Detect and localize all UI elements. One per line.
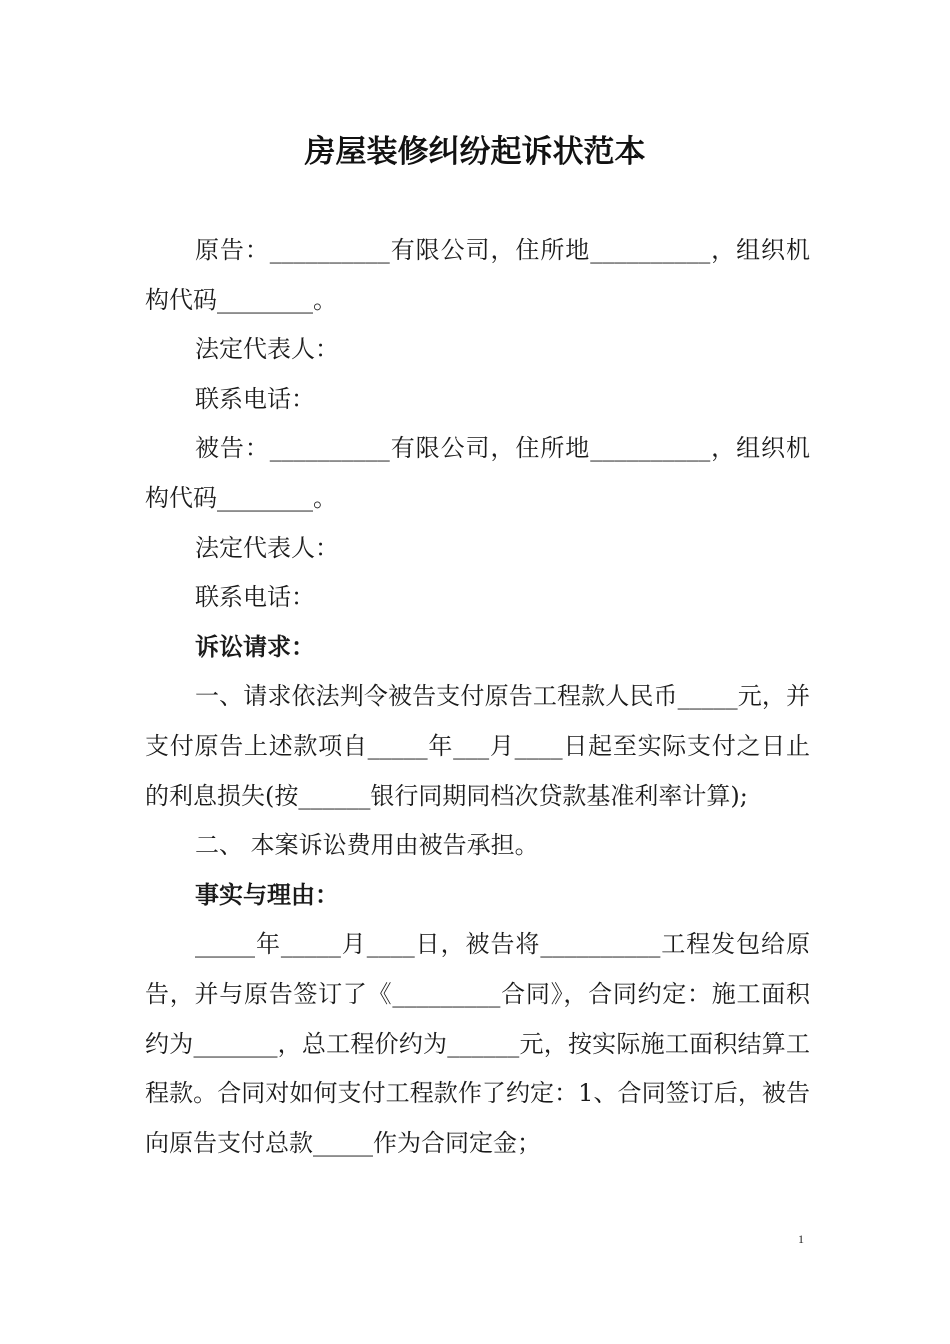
document-title: 房屋装修纠纷起诉状范本	[304, 134, 646, 170]
defendant-paragraph: 被告：__________有限公司，住所地__________，组织机构代码________。	[145, 434, 810, 512]
claim-item-1: 一、请求依法判令被告支付原告工程款人民币_____元，并支付原告上述款项自_____年___月____日起至实际支付之日止的利息损失(按______银行同期同档次贷款基准利率计算);	[145, 682, 810, 810]
plaintiff-phone: 联系电话：	[195, 384, 315, 413]
defendant-representative: 法定代表人：	[195, 533, 339, 562]
plaintiff-representative: 法定代表人：	[195, 335, 339, 364]
document-body	[145, 226, 810, 1168]
defendant-phone: 联系电话：	[195, 583, 315, 612]
facts-paragraph: _____年_____月____日，被告将__________工程发包给原告，并与原告签订了《_________合同》，合同约定：施工面积约为_______，总工程价约为______元，按实际施工面积结算工程款。合同对如何支付工程款作了约定：1、合同签订后，被告向原告支付总款_____作为合同定金；	[145, 930, 810, 1157]
facts-heading: 事实与理由：	[195, 880, 339, 909]
claims-heading: 诉讼请求：	[195, 632, 315, 661]
plaintiff-paragraph: 原告：__________有限公司，住所地__________，组织机构代码________。	[145, 236, 810, 314]
claim-item-2: 二、 本案诉讼费用由被告承担。	[195, 831, 539, 860]
page-number: 1	[798, 1232, 804, 1246]
